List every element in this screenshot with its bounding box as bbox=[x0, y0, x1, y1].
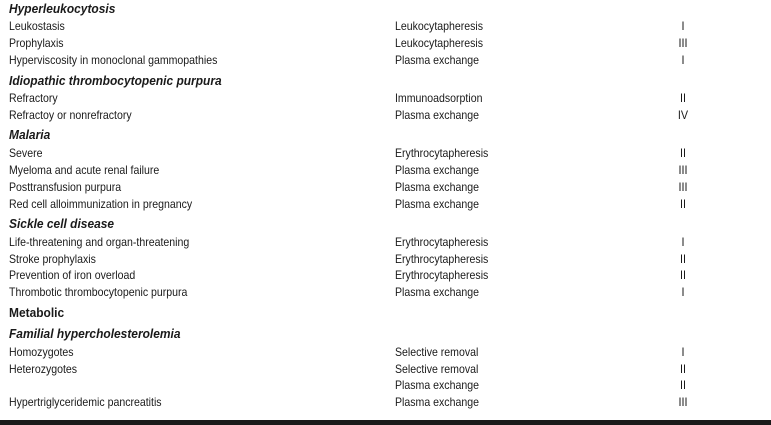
table-row: Leukostasis Leukocytapheresis I bbox=[9, 19, 685, 33]
procedure-cell: Erythrocytapheresis bbox=[395, 268, 489, 282]
procedure-cell: Plasma exchange bbox=[395, 163, 479, 177]
procedure-cell: Plasma exchange bbox=[395, 197, 479, 211]
procedure-cell: Plasma exchange bbox=[395, 180, 479, 194]
table-row: Thrombotic thrombocytopenic purpura Plasma exchange I bbox=[9, 285, 685, 299]
table-row: Severe Erythrocytapheresis II bbox=[9, 146, 687, 160]
table-row: Prevention of iron overload Erythrocytapheresis II bbox=[9, 268, 687, 282]
table-row: Plasma exchange II bbox=[395, 378, 687, 392]
table-bottom-rule bbox=[0, 420, 771, 425]
indication-cell: Leukostasis bbox=[9, 19, 65, 33]
procedure-cell: Erythrocytapheresis bbox=[395, 235, 489, 249]
indication-cell: Prevention of iron overload bbox=[9, 268, 136, 282]
table-row: Red cell alloimmunization in pregnancy Plasma exchange II bbox=[9, 197, 687, 211]
section-heading-familial-hypercholesterolemia: Familial hypercholesterolemia bbox=[9, 326, 181, 341]
indication-cell: Homozygotes bbox=[9, 345, 74, 359]
indication-cell: Heterozygotes bbox=[9, 362, 78, 376]
procedure-cell: Plasma exchange bbox=[395, 285, 479, 299]
indication-cell: Myeloma and acute renal failure bbox=[9, 163, 160, 177]
procedure-cell: Erythrocytapheresis bbox=[395, 252, 489, 266]
table-row: Prophylaxis Leukocytapheresis III bbox=[9, 36, 688, 50]
section-heading-malaria: Malaria bbox=[9, 127, 51, 142]
section-heading-sickle-cell: Sickle cell disease bbox=[9, 216, 115, 231]
table-row: Hypertriglyceridemic pancreatitis Plasma exchange III bbox=[9, 395, 688, 409]
section-heading-hyperleukocytosis: Hyperleukocytosis bbox=[9, 1, 116, 16]
table-row: Posttransfusion purpura Plasma exchange III bbox=[9, 180, 688, 194]
indication-cell: Thrombotic thrombocytopenic purpura bbox=[9, 285, 188, 299]
procedure-cell: Plasma exchange bbox=[395, 108, 479, 122]
section-heading-metabolic: Metabolic bbox=[9, 305, 65, 320]
indication-cell: Hyperviscosity in monoclonal gammopathies bbox=[9, 53, 218, 67]
indication-cell: Posttransfusion purpura bbox=[9, 180, 122, 194]
indication-cell: Stroke prophylaxis bbox=[9, 252, 96, 266]
table-row: Myeloma and acute renal failure Plasma exchange III bbox=[9, 163, 688, 177]
procedure-cell: Immunoadsorption bbox=[395, 91, 483, 105]
indication-cell: Life-threatening and organ-threatening bbox=[9, 235, 190, 249]
section-heading-itp: Idiopathic thrombocytopenic purpura bbox=[9, 73, 222, 88]
table-row: Refractory Immunoadsorption II bbox=[9, 91, 687, 105]
indication-cell: Severe bbox=[9, 146, 43, 160]
procedure-cell: Erythrocytapheresis bbox=[395, 146, 489, 160]
procedure-cell: Selective removal bbox=[395, 362, 479, 376]
table-row: Refractoy or nonrefractory Plasma exchange IV bbox=[9, 108, 689, 122]
table-row: Heterozygotes Selective removal II bbox=[9, 362, 687, 376]
table-row: Stroke prophylaxis Erythrocytapheresis II bbox=[9, 252, 687, 266]
indication-cell: Refractoy or nonrefractory bbox=[9, 108, 132, 122]
indication-cell: Prophylaxis bbox=[9, 36, 64, 50]
indication-cell: Refractory bbox=[9, 91, 58, 105]
table-row: Homozygotes Selective removal I bbox=[9, 345, 685, 359]
procedure-cell: Leukocytapheresis bbox=[395, 36, 484, 50]
table-row: Hyperviscosity in monoclonal gammopathies Plasma exchange I bbox=[9, 53, 685, 67]
procedure-cell: Selective removal bbox=[395, 345, 479, 359]
indication-cell: Hypertriglyceridemic pancreatitis bbox=[9, 395, 162, 409]
indication-cell: Red cell alloimmunization in pregnancy bbox=[9, 197, 193, 211]
procedure-cell: Plasma exchange bbox=[395, 378, 479, 392]
table-row: Life-threatening and organ-threatening Erythrocytapheresis I bbox=[9, 235, 685, 249]
procedure-cell: Plasma exchange bbox=[395, 53, 479, 67]
procedure-cell: Plasma exchange bbox=[395, 395, 479, 409]
procedure-cell: Leukocytapheresis bbox=[395, 19, 484, 33]
